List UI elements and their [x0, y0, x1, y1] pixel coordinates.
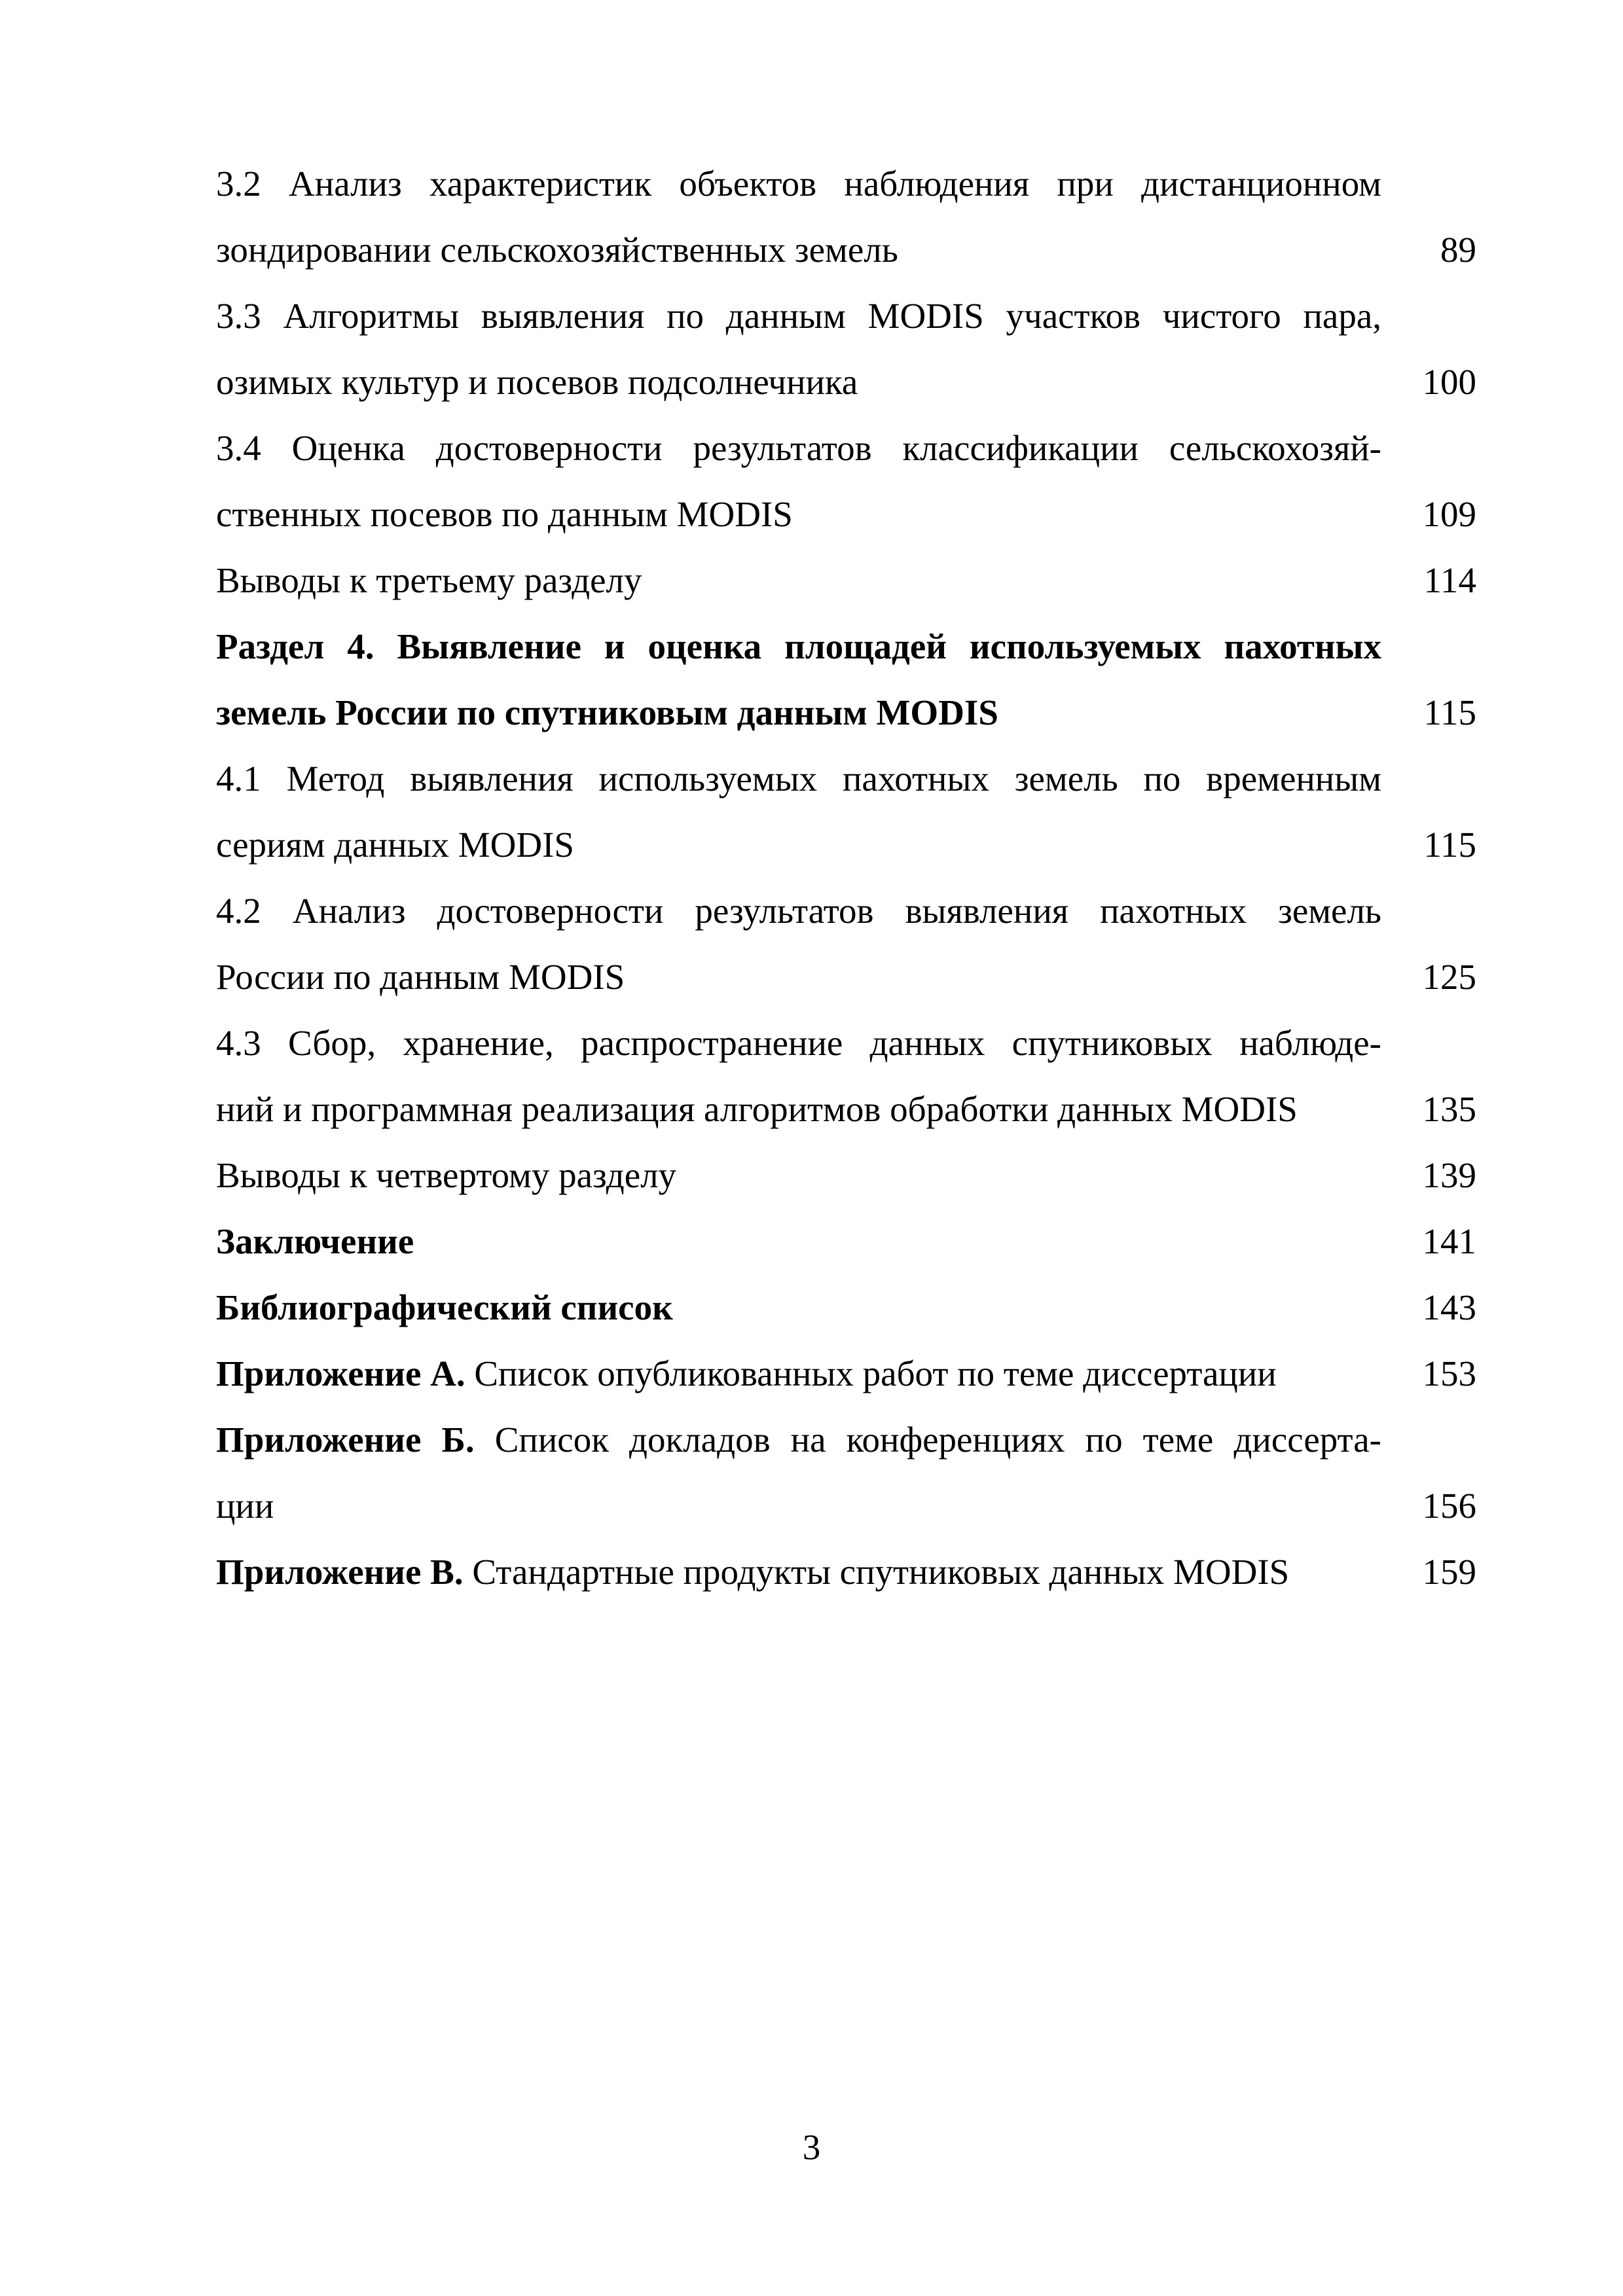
- toc-entry-text: 4.2 Анализ достоверности результатов выявления пахотных земель: [216, 891, 1381, 931]
- toc-page-number: 143: [1422, 1287, 1476, 1327]
- toc-entry-4-1: [216, 745, 1476, 878]
- toc-page-number: 109: [1422, 494, 1476, 534]
- toc-entry-text: земель России по спутниковым данным MODIS: [216, 692, 998, 732]
- table-of-contents: [216, 151, 1476, 1605]
- toc-entry-text: Раздел 4. Выявление и оценка площадей используемых пахотных: [216, 626, 1381, 666]
- toc-entry-text: Выводы к четвертому разделу: [216, 1155, 677, 1195]
- toc-page-number: 135: [1422, 1089, 1476, 1129]
- toc-entry-4-2: [216, 878, 1476, 1010]
- toc-page-number: 100: [1422, 362, 1476, 402]
- toc-line: [216, 1539, 1476, 1605]
- toc-entry-text: 4.1 Метод выявления используемых пахотных земель по временным: [216, 759, 1381, 798]
- toc-line: [216, 151, 1476, 217]
- toc-line: [216, 283, 1476, 349]
- toc-line: [216, 1407, 1476, 1473]
- toc-entry-text: Выводы к третьему разделу: [216, 560, 642, 600]
- appendix-label: Приложение А.: [216, 1354, 465, 1393]
- toc-line: [216, 679, 1476, 745]
- toc-entry-bibliography: [216, 1274, 1476, 1340]
- toc-line: [216, 349, 1476, 415]
- toc-entry-3-3: [216, 283, 1476, 415]
- toc-entry-3-4: [216, 415, 1476, 547]
- toc-line: [216, 547, 1476, 613]
- toc-entry-text: ции: [216, 1486, 274, 1526]
- toc-line: [216, 481, 1476, 547]
- toc-page-number: 139: [1422, 1155, 1476, 1195]
- toc-entry-text: [216, 1340, 1381, 1407]
- toc-entry-text: 3.3 Алгоритмы выявления по данным MODIS участков чистого пара,: [216, 296, 1381, 336]
- toc-entry-text: зондировании сельскохозяйственных земель: [216, 230, 898, 270]
- toc-entry-text: России по данным MODIS: [216, 957, 625, 997]
- toc-entry-text: ственных посевов по данным MODIS: [216, 494, 793, 534]
- appendix-title: Список докладов на конференциях по теме диссерта-: [474, 1420, 1381, 1460]
- toc-entry-3-2: [216, 151, 1476, 283]
- appendix-label: Приложение Б.: [216, 1420, 475, 1460]
- toc-line: [216, 1142, 1476, 1208]
- page-number: 3: [802, 2127, 821, 2167]
- toc-line: [216, 944, 1476, 1010]
- toc-entry-appendix-a: [216, 1340, 1476, 1407]
- toc-entry-text: ний и программная реализация алгоритмов обработки данных MODIS: [216, 1089, 1298, 1129]
- toc-page-number: 114: [1423, 560, 1476, 600]
- toc-entry-conclusions-3: [216, 547, 1476, 613]
- toc-page-number: 153: [1422, 1354, 1476, 1393]
- toc-line: [216, 812, 1476, 878]
- toc-line: [216, 1076, 1476, 1142]
- toc-line: [216, 1208, 1476, 1274]
- toc-entry-appendix-v: [216, 1539, 1476, 1605]
- toc-entry-4-3: [216, 1010, 1476, 1142]
- toc-entry-text: 3.4 Оценка достоверности результатов классификации сельскохозяй-: [216, 428, 1381, 468]
- toc-entry-section-4: [216, 613, 1476, 745]
- toc-entry-appendix-b: [216, 1407, 1476, 1539]
- toc-page-number: 115: [1423, 692, 1476, 732]
- toc-page-number: 159: [1422, 1552, 1476, 1592]
- toc-page-number: 89: [1440, 230, 1476, 270]
- toc-entry-conclusion: [216, 1208, 1476, 1274]
- toc-entry-text: озимых культур и посевов подсолнечника: [216, 362, 858, 402]
- toc-line: [216, 878, 1476, 944]
- toc-entry-text: [216, 1407, 1381, 1473]
- toc-page-number: 141: [1422, 1221, 1476, 1261]
- toc-entry-text: Библиографический список: [216, 1287, 673, 1327]
- toc-line: [216, 745, 1476, 812]
- toc-entry-text: сериям данных MODIS: [216, 825, 574, 865]
- toc-line: [216, 1010, 1476, 1076]
- toc-line: [216, 1473, 1476, 1539]
- toc-entry-text: 4.3 Сбор, хранение, распространение данных спутниковых наблюде-: [216, 1023, 1381, 1063]
- appendix-title: Список опубликованных работ по теме диссертации: [465, 1354, 1277, 1393]
- toc-entry-text: 3.2 Анализ характеристик объектов наблюдения при дистанционном: [216, 164, 1381, 204]
- appendix-title: Стандартные продукты спутниковых данных MODIS: [463, 1552, 1290, 1592]
- toc-line: [216, 415, 1476, 481]
- toc-line: [216, 1340, 1476, 1407]
- toc-entry-text: [216, 1539, 1381, 1605]
- toc-page-number: 156: [1422, 1486, 1476, 1526]
- toc-entry-text: Заключение: [216, 1221, 414, 1261]
- toc-line: [216, 1274, 1476, 1340]
- toc-line: [216, 217, 1476, 283]
- toc-line: [216, 613, 1476, 679]
- appendix-label: Приложение В.: [216, 1552, 464, 1592]
- toc-page-number: 125: [1422, 957, 1476, 997]
- toc-entry-conclusions-4: [216, 1142, 1476, 1208]
- toc-page-number: 115: [1423, 825, 1476, 865]
